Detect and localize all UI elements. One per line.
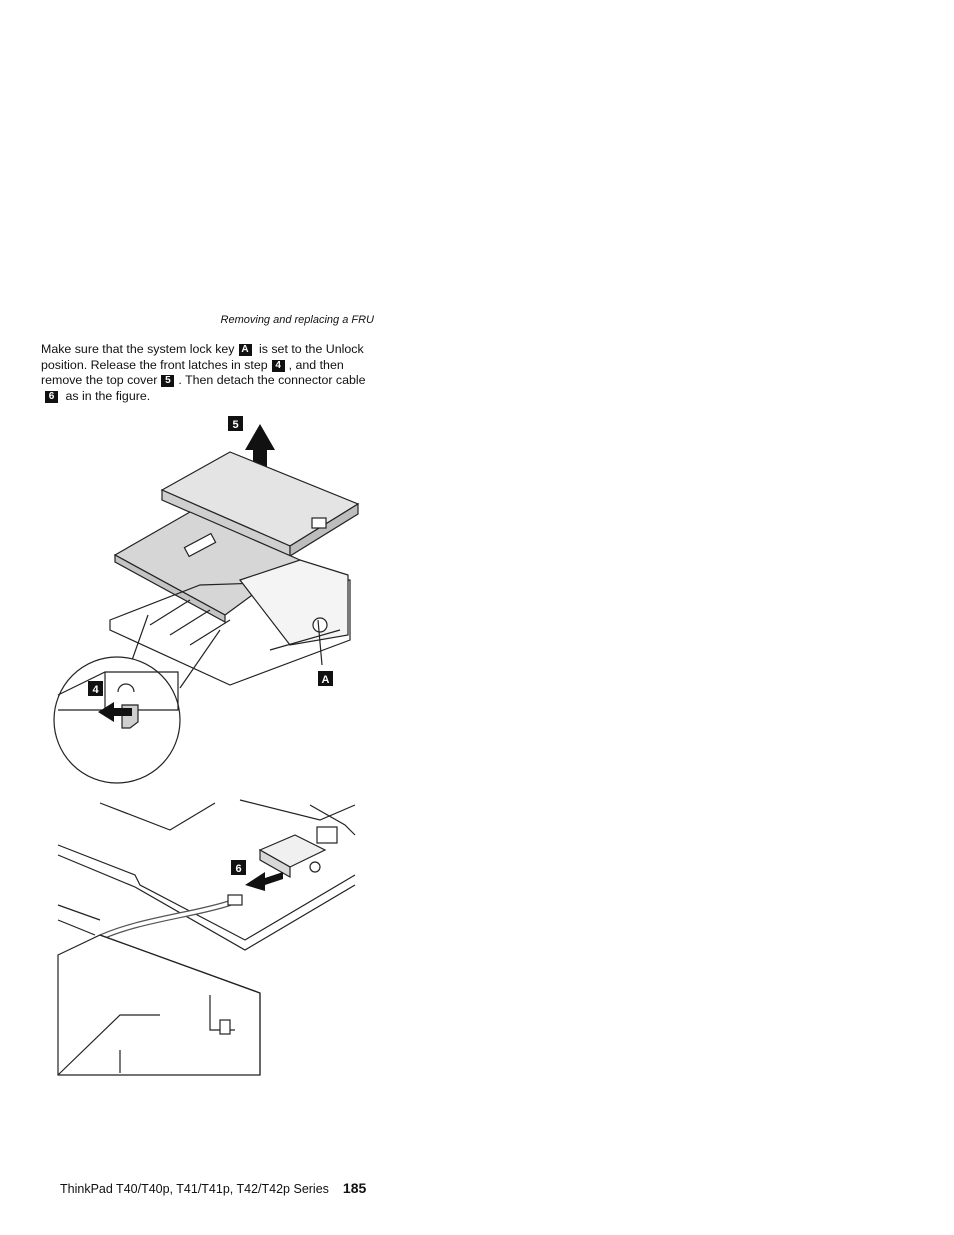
callout-5: 5 xyxy=(161,375,174,387)
figure-label-a xyxy=(318,671,333,686)
page-footer xyxy=(60,1180,366,1196)
instruction-text-5: as in the figure. xyxy=(65,388,151,403)
top-cover-removal-figure xyxy=(50,410,370,790)
connector-board-shape xyxy=(260,835,325,877)
instruction-text-3: , and then remove the top cover xyxy=(41,357,344,387)
instruction-text-2: is set to the Unlock position. Release the front latches in step xyxy=(41,342,364,372)
figure-label-4 xyxy=(88,681,103,696)
book-title: ThinkPad T40/T40p, T41/T41p, T42/T42p Series xyxy=(60,1182,329,1196)
figure-label-5 xyxy=(228,416,243,431)
disconnect-arrow-icon xyxy=(245,872,283,891)
connector-cable-figure xyxy=(55,795,365,1080)
figure-label-6 xyxy=(231,860,246,875)
svg-text:4: 4 xyxy=(92,684,99,696)
instruction-text-1: Make sure that the system lock key xyxy=(41,342,235,356)
dock-frame-shape xyxy=(58,800,355,950)
callout-6: 6 xyxy=(45,391,58,403)
dock-lower-body-shape xyxy=(58,935,260,1075)
instruction-text-4: . Then detach the connector cable xyxy=(178,373,366,387)
instruction-paragraph xyxy=(41,342,377,404)
svg-text:6: 6 xyxy=(235,863,242,875)
callout-a: A xyxy=(239,344,252,356)
svg-text:5: 5 xyxy=(232,419,239,431)
callout-4: 4 xyxy=(272,360,285,372)
latch-detail-circle xyxy=(54,657,180,783)
page-number: 185 xyxy=(342,1180,367,1196)
cable-shape xyxy=(95,895,242,940)
svg-text:A: A xyxy=(321,674,330,686)
section-header: Removing and replacing a FRU xyxy=(220,314,374,326)
